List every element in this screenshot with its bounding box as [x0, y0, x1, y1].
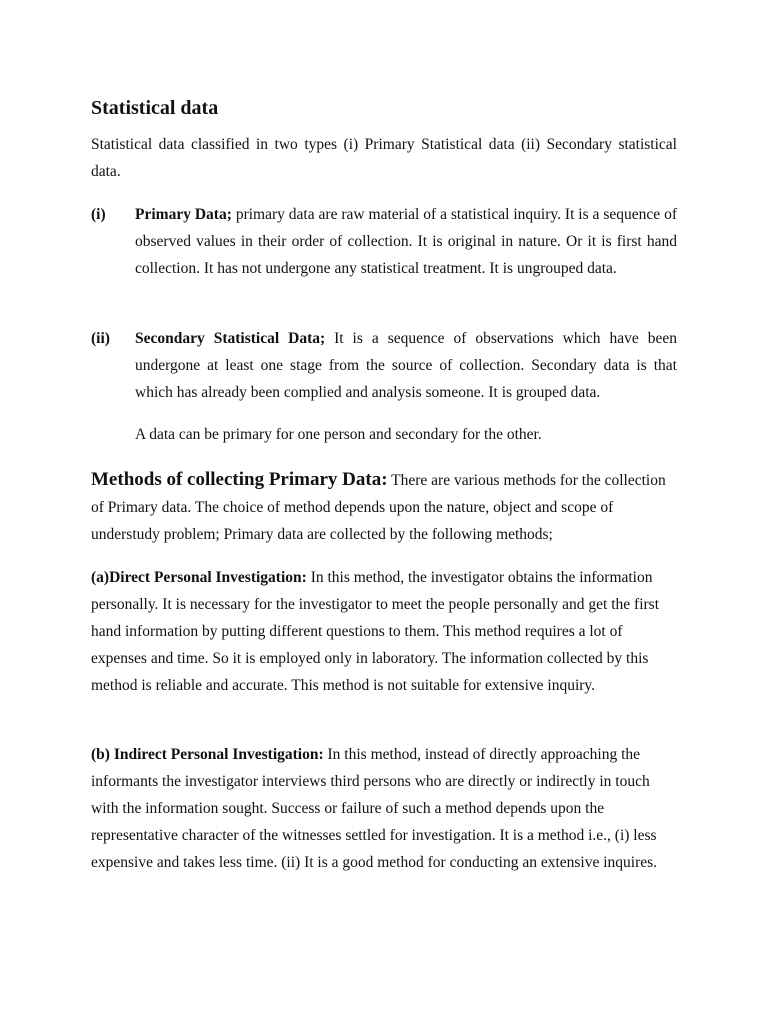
section-title: Statistical data [91, 97, 219, 119]
list-item-secondary-data [91, 325, 677, 406]
list-text: It is a sequence of observations which have been undergone at least one stage from the source of collection. Secondary data is that which has already been complied and analysis someone. It is grouped data. [135, 330, 677, 401]
list-marker: (i) [91, 206, 106, 223]
note-paragraph: A data can be primary for one person and secondary for the other. [135, 426, 542, 443]
list-item-primary-data [91, 201, 677, 282]
list-item-body [135, 325, 677, 406]
list-marker: (ii) [91, 330, 110, 347]
intro-paragraph: Statistical data classified in two types (i) Primary Statistical data (ii) Secondary statistical data. [91, 136, 677, 180]
list-text: primary data are raw material of a statistical inquiry. It is a sequence of observed values in their order of collection. It is original in nature. Or it is first hand collection. It has not undergone any statistical treatment. It is ungrouped data. [135, 206, 677, 277]
method-a-text: In this method, the investigator obtains the information personally. It is necessary for the investigator to meet the people personally and get the first hand information by putting different questions to them. This method requires a lot of expenses and time. So it is employed only in laboratory. The information collected by this method is reliable and accurate. This method is not suitable for extensive inquiry. [91, 569, 660, 694]
method-a-term: (a)Direct Personal Investigation: [91, 569, 307, 586]
method-b-text: In this method, instead of directly approaching the informants the investigator interviews third persons who are directly or indirectly in touch with the information sought. Success or failure of such a method depends upon the representative character of the witnesses settled for investigation. It is a method i.e., (i) less expensive and takes less time. (ii) It is a good method for conducting an extensive inquires. [91, 746, 658, 871]
methods-text: There are various methods for the collection of Primary data. The choice of method depends upon the nature, object and scope of understudy problem; Primary data are collected by the following methods; [91, 472, 666, 543]
method-a-paragraph [91, 564, 677, 699]
methods-heading: Methods of collecting Primary Data: [91, 469, 388, 490]
list-item-body [135, 201, 677, 282]
method-b-term: (b) Indirect Personal Investigation: [91, 746, 324, 763]
list-term: Secondary Statistical Data; [135, 330, 326, 347]
method-b-paragraph [91, 741, 677, 876]
methods-paragraph [91, 466, 677, 548]
list-term: Primary Data; [135, 206, 232, 223]
